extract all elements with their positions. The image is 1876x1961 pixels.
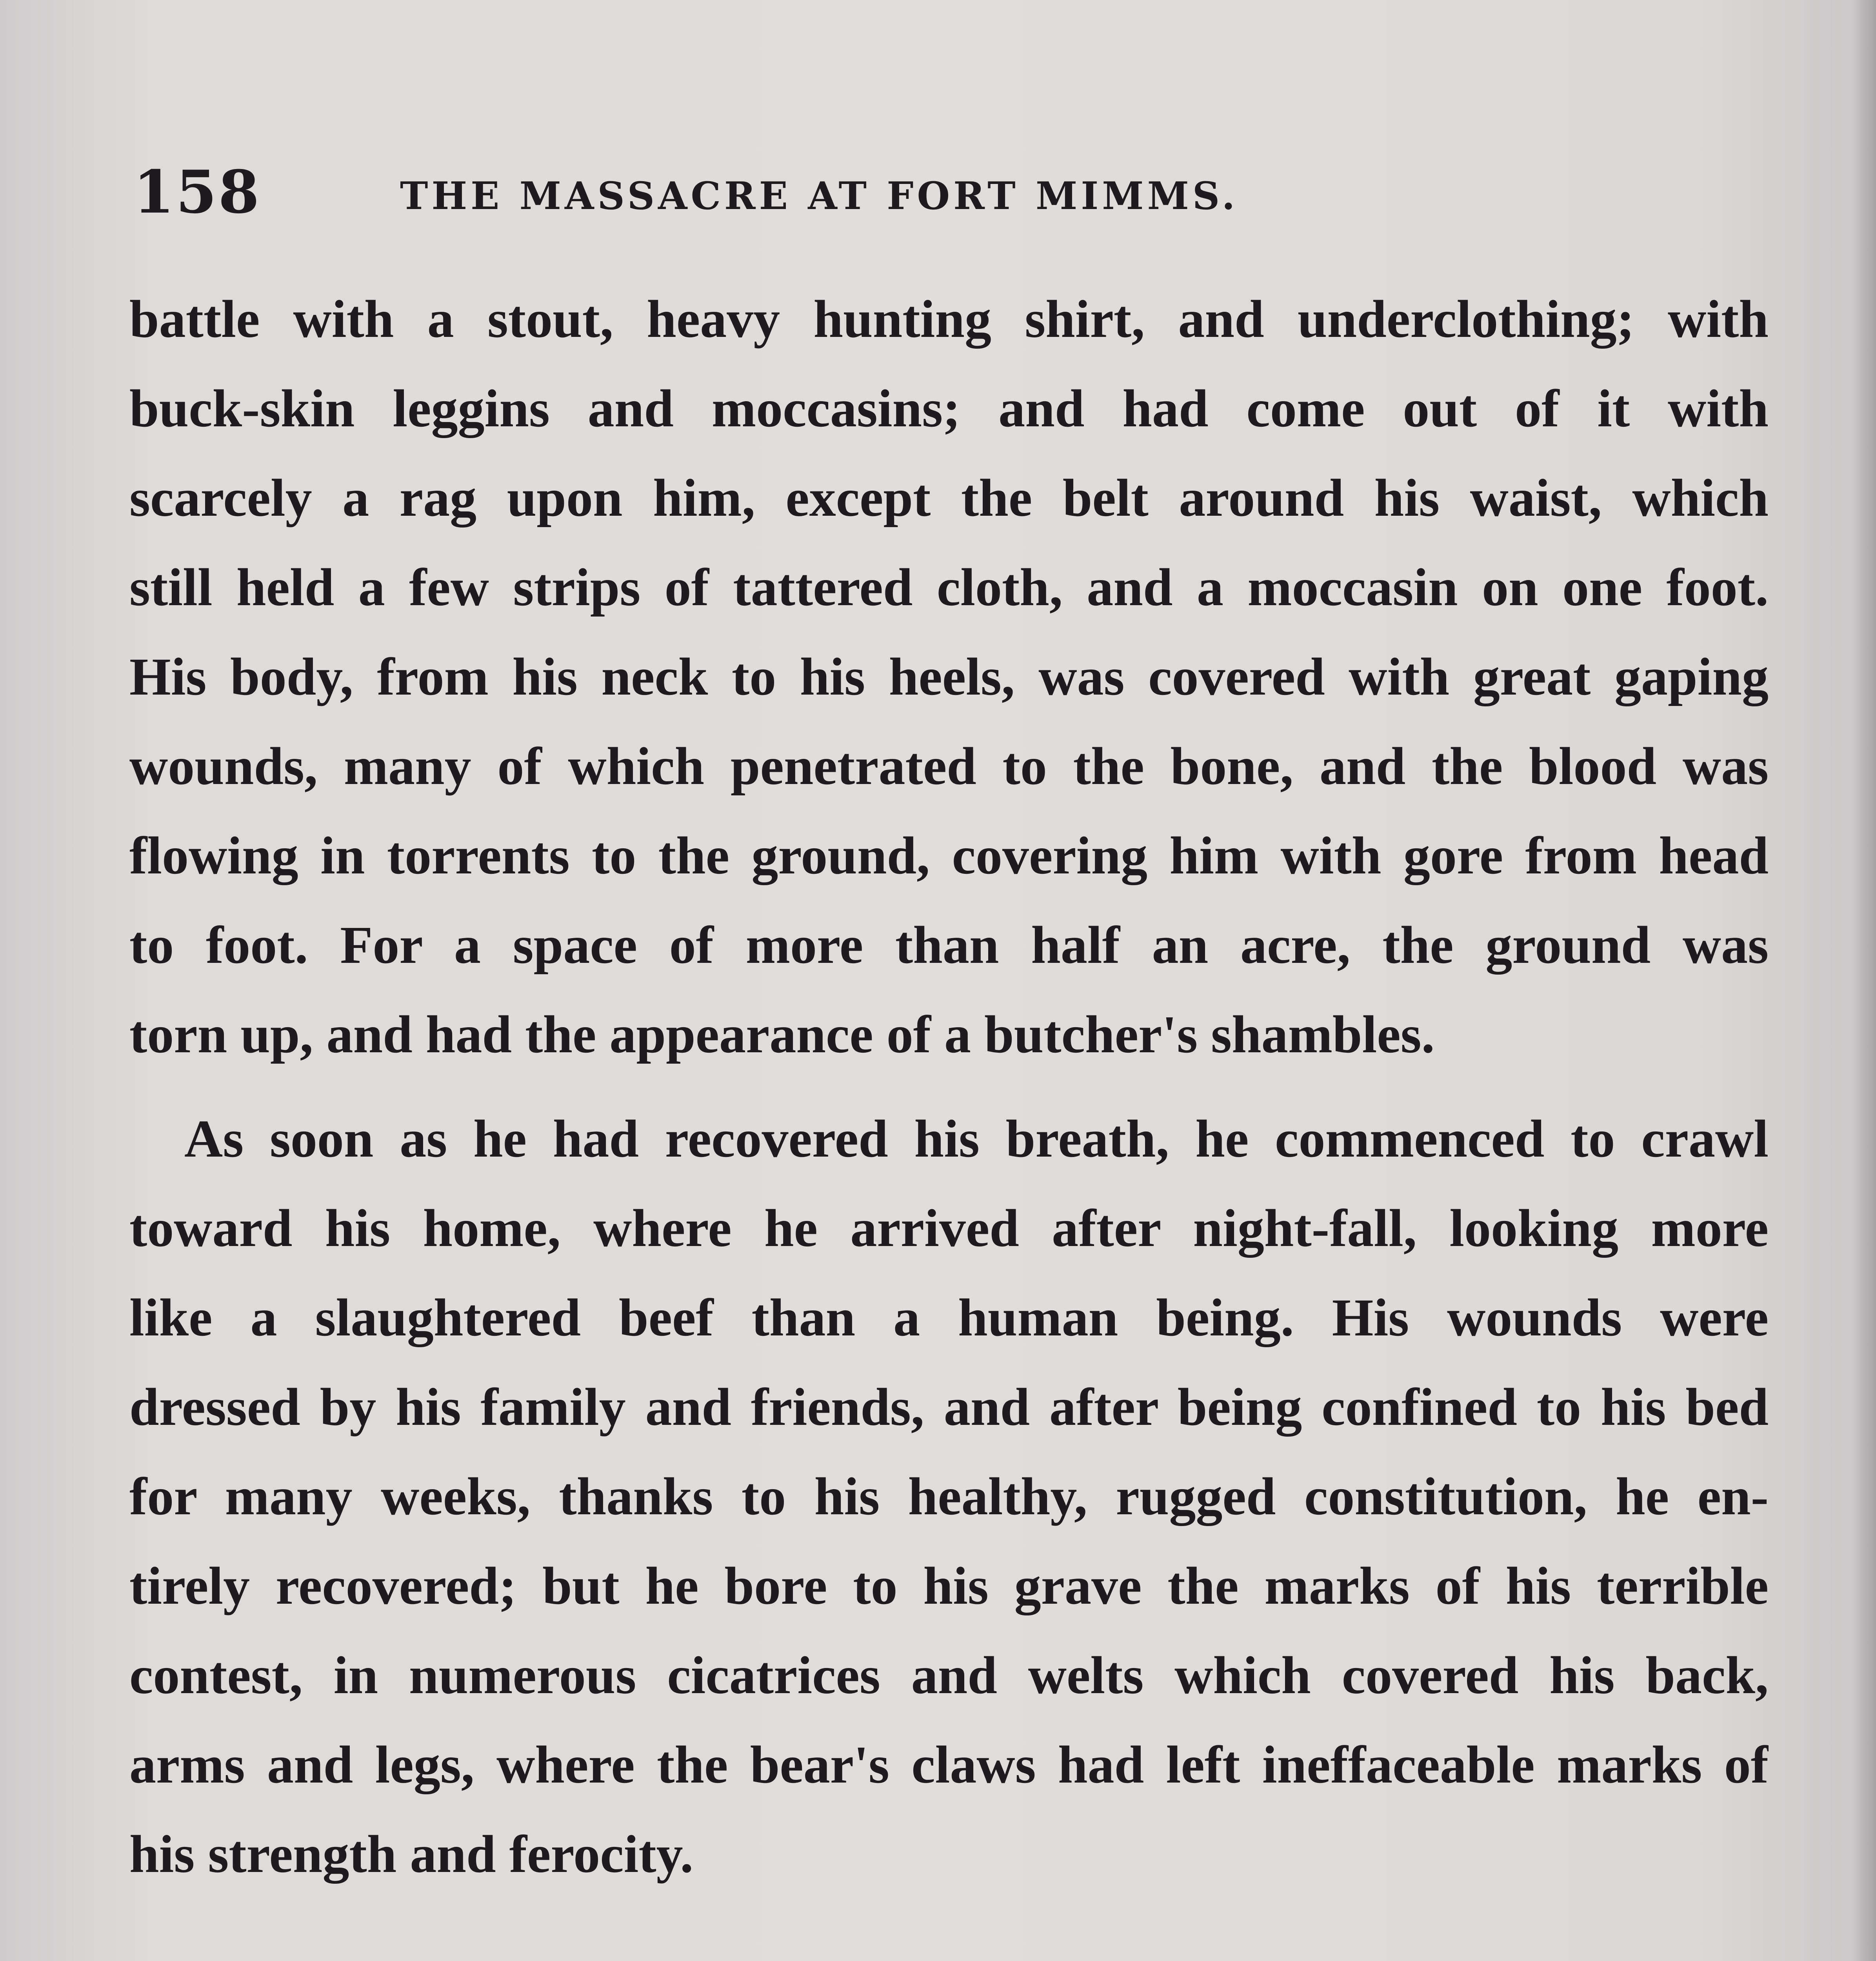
page-header: [133, 157, 1765, 227]
paragraph-recovery: [129, 1094, 1769, 1899]
paragraph-continued: [129, 275, 1769, 1079]
text-line: As soon as he had recovered his breath, he commenced to crawl: [184, 1110, 1769, 1168]
text-line: scarcely a rag upon him, except the belt around his waist, which: [129, 469, 1769, 528]
text-line: His body, from his neck to his heels, was covered with great gaping: [129, 648, 1769, 706]
page-edge-shadow: [1852, 0, 1876, 1961]
text-line: dressed by his family and friends, and after being confined to his bed: [129, 1378, 1769, 1437]
text-line: tirely recovered; but he bore to his grave the marks of his terrible: [129, 1557, 1769, 1615]
text-line: wounds, many of which penetrated to the bone, and the blood was: [129, 737, 1769, 796]
text-line: flowing in torrents to the ground, covering him with gore from head: [129, 826, 1769, 885]
text-line: arms and legs, where the bear's claws had left ineffaceable marks of: [129, 1735, 1769, 1794]
text-line: torn up, and had the appearance of a butcher's shambles.: [129, 1005, 1435, 1064]
text-line: contest, in numerous cicatrices and welts which covered his back,: [129, 1646, 1769, 1705]
running-head: THE MASSACRE AT FORT MIMMS.: [400, 174, 1239, 218]
text-line: for many weeks, thanks to his healthy, rugged constitution, he en-: [129, 1467, 1769, 1526]
text-line: battle with a stout, heavy hunting shirt, and underclothing; with: [129, 290, 1769, 349]
text-line: his strength and ferocity.: [129, 1825, 694, 1884]
text-line: buck-skin leggins and moccasins; and had come out of it with: [129, 379, 1769, 438]
text-line: still held a few strips of tattered cloth, and a moccasin on one foot.: [129, 558, 1769, 617]
page-number: 158: [133, 158, 261, 227]
text-line: to foot. For a space of more than half an acre, the ground was: [129, 916, 1769, 975]
text-line: toward his home, where he arrived after night-fall, looking more: [129, 1199, 1769, 1258]
text-line: like a slaughtered beef than a human being. His wounds were: [129, 1288, 1769, 1347]
